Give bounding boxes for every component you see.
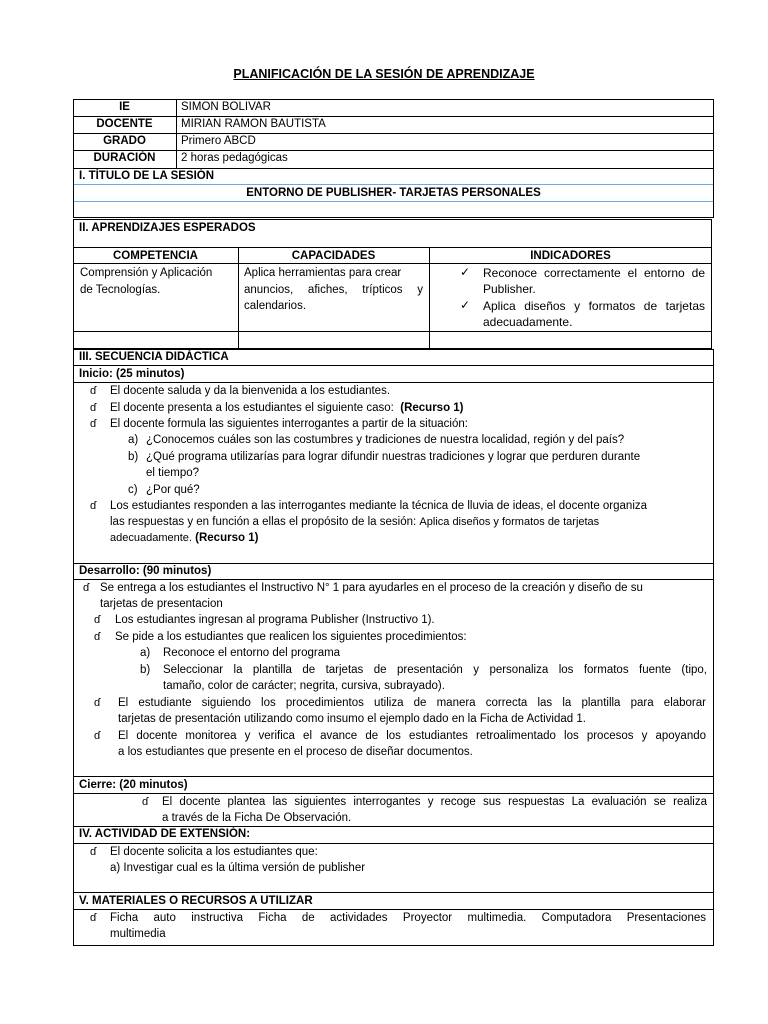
question-a: ¿Conocemos cuáles son las costumbres y tradiciones de nuestra localidad, región y del país?: [146, 434, 625, 446]
cierre-bullet-1-line-1: El docente plantea las siguientes interrogantes y recoge sus respuestas La evaluación se realiza: [162, 796, 707, 808]
question-b-marker: b): [128, 451, 139, 463]
section5-heading: V. MATERIALES O RECURSOS A UTILIZAR: [79, 895, 313, 907]
section1-heading: I. TÍTULO DE LA SESIÓN: [79, 170, 215, 182]
section2-heading: II. APRENDIZAJES ESPERADOS: [79, 222, 256, 234]
inicio-bullet-4-line-3: adecuadamente. (Recurso 1): [110, 532, 259, 544]
inicio-bullet-4-line-1: Los estudiantes responden a las interrogantes mediante la técnica de lluvia de ideas, el docente organiza: [110, 500, 648, 512]
bullet-icon: ɗ: [90, 385, 97, 397]
indicador-1-line-2: Publisher.: [483, 282, 536, 296]
desarrollo-heading: Desarrollo: (90 minutos): [79, 565, 212, 577]
inicio-bullet-3: El docente formula las siguientes interrogantes a partir de la situación:: [110, 418, 468, 430]
bullet-icon: ɗ: [94, 614, 101, 626]
session-title: ENTORNO DE PUBLISHER- TARJETAS PERSONALES: [246, 187, 541, 199]
docente-value: MIRIAN RAMON BAUTISTA: [181, 118, 326, 130]
capacidades-line-3: calendarios.: [244, 300, 307, 312]
desarrollo-bullet-1-line-2: tarjetas de presentacion: [100, 598, 223, 610]
bullet-icon: ɗ: [94, 697, 101, 709]
desarrollo-bullet-4-line-1: El estudiante siguiendo los procedimientos utiliza de manera correcta las la plantilla para elaborar: [118, 697, 706, 709]
bullet-icon: ɗ: [94, 730, 101, 742]
check-icon: ✓: [460, 265, 471, 279]
cierre-heading: Cierre: (20 minutos): [79, 779, 188, 791]
col-competencia: COMPETENCIA: [113, 250, 198, 262]
ie-label: IE: [119, 101, 130, 113]
duracion-value: 2 horas pedagógicas: [181, 152, 288, 164]
materiales-line-2: multimedia: [110, 928, 166, 940]
indicador-2-line-1: Aplica diseños y formatos de tarjetas: [483, 299, 705, 313]
bullet-icon: ɗ: [142, 796, 149, 808]
check-icon: ✓: [460, 298, 471, 312]
bullet-icon: ɗ: [94, 631, 101, 643]
procedure-b-line-1: Seleccionar la plantilla de tarjetas de presentación y personaliza los formatos fuente (tipo,: [163, 664, 707, 676]
competencia-line-1: Comprensión y Aplicación: [80, 267, 213, 279]
bullet-icon: ɗ: [90, 912, 97, 924]
bullet-icon: ɗ: [83, 582, 90, 594]
procedure-a-marker: a): [140, 647, 151, 659]
desarrollo-bullet-3: Se pide a los estudiantes que realicen los siguientes procedimientos:: [115, 631, 467, 643]
materiales-line-1: Ficha auto instructiva Ficha de actividades Proyector multimedia. Computadora Presentaciones: [110, 912, 706, 924]
competencia-line-2: de Tecnologías.: [80, 284, 161, 296]
capacidades-line-2: anuncios, afiches, trípticos y: [244, 284, 423, 296]
inicio-bullet-2: El docente presenta a los estudiantes el siguiente caso: (Recurso 1): [110, 402, 464, 414]
question-b-line-1: ¿Qué programa utilizarías para lograr difundir nuestras tradiciones y lograr que perduren durante: [146, 451, 641, 463]
question-c-marker: c): [128, 484, 138, 496]
bullet-icon: ɗ: [90, 500, 97, 512]
page-title: PLANIFICACIÓN DE LA SESIÓN DE APRENDIZAJE: [233, 67, 535, 81]
procedure-a: Reconoce el entorno del programa: [163, 647, 341, 659]
col-indicadores: INDICADORES: [530, 250, 611, 262]
question-c: ¿Por qué?: [146, 484, 200, 496]
bullet-icon: ɗ: [90, 846, 97, 858]
question-a-marker: a): [128, 434, 139, 446]
extension-bullet-1: El docente solicita a los estudiantes que:: [110, 846, 318, 858]
question-b-line-2: el tiempo?: [146, 467, 200, 479]
recurso-ref: (Recurso 1): [400, 402, 464, 414]
section4-heading: IV. ACTIVIDAD DE EXTENSIÓN:: [79, 828, 251, 840]
procedure-b-line-2: tamaño, color de carácter; negrita, cursiva, subrayado).: [163, 680, 445, 692]
docente-label: DOCENTE: [96, 118, 153, 130]
indicador-1-line-1: Reconoce correctamente el entorno de: [483, 266, 705, 280]
inicio-heading: Inicio: (25 minutos): [79, 368, 185, 380]
desarrollo-bullet-1-line-1: Se entrega a los estudiantes el Instructivo N° 1 para ayudarles en el proceso de la creación y diseño de su: [100, 582, 643, 594]
inicio-bullet-4-line-2: las respuestas y en función a ellas el propósito de la sesión: Aplica diseños y formatos de tarjetas: [110, 516, 600, 528]
col-capacidades: CAPACIDADES: [291, 250, 376, 262]
indicador-2-line-2: adecuadamente.: [483, 315, 573, 329]
grado-value: Primero ABCD: [181, 135, 256, 147]
capacidades-line-1: Aplica herramientas para crear: [244, 267, 402, 279]
inicio-bullet-1: El docente saluda y da la bienvenida a los estudiantes.: [110, 385, 391, 397]
desarrollo-bullet-5-line-1: El docente monitorea y verifica el avance de los estudiantes retroalimentado los procesos y apoyando: [118, 730, 706, 742]
duracion-label: DURACIÓN: [93, 152, 156, 164]
desarrollo-bullet-5-line-2: a los estudiantes que presente en el proceso de diseñar documentos.: [118, 746, 473, 758]
bullet-icon: ɗ: [90, 402, 97, 414]
ie-value: SIMON BOLIVAR: [181, 101, 271, 113]
section3-heading: III. SECUENCIA DIDÁCTICA: [79, 351, 229, 363]
extension-item-a: a) Investigar cual es la última versión de publisher: [110, 862, 366, 874]
desarrollo-bullet-2: Los estudiantes ingresan al programa Publisher (Instructivo 1).: [115, 614, 435, 626]
procedure-b-marker: b): [140, 664, 151, 676]
grado-label: GRADO: [103, 135, 146, 147]
cierre-bullet-1-line-2: a través de la Ficha De Observación.: [162, 812, 352, 824]
bullet-icon: ɗ: [90, 418, 97, 430]
desarrollo-bullet-4-line-2: tarjetas de presentación utilizando como insumo el ejemplo dado en la Ficha de Actividad 1.: [118, 713, 586, 725]
